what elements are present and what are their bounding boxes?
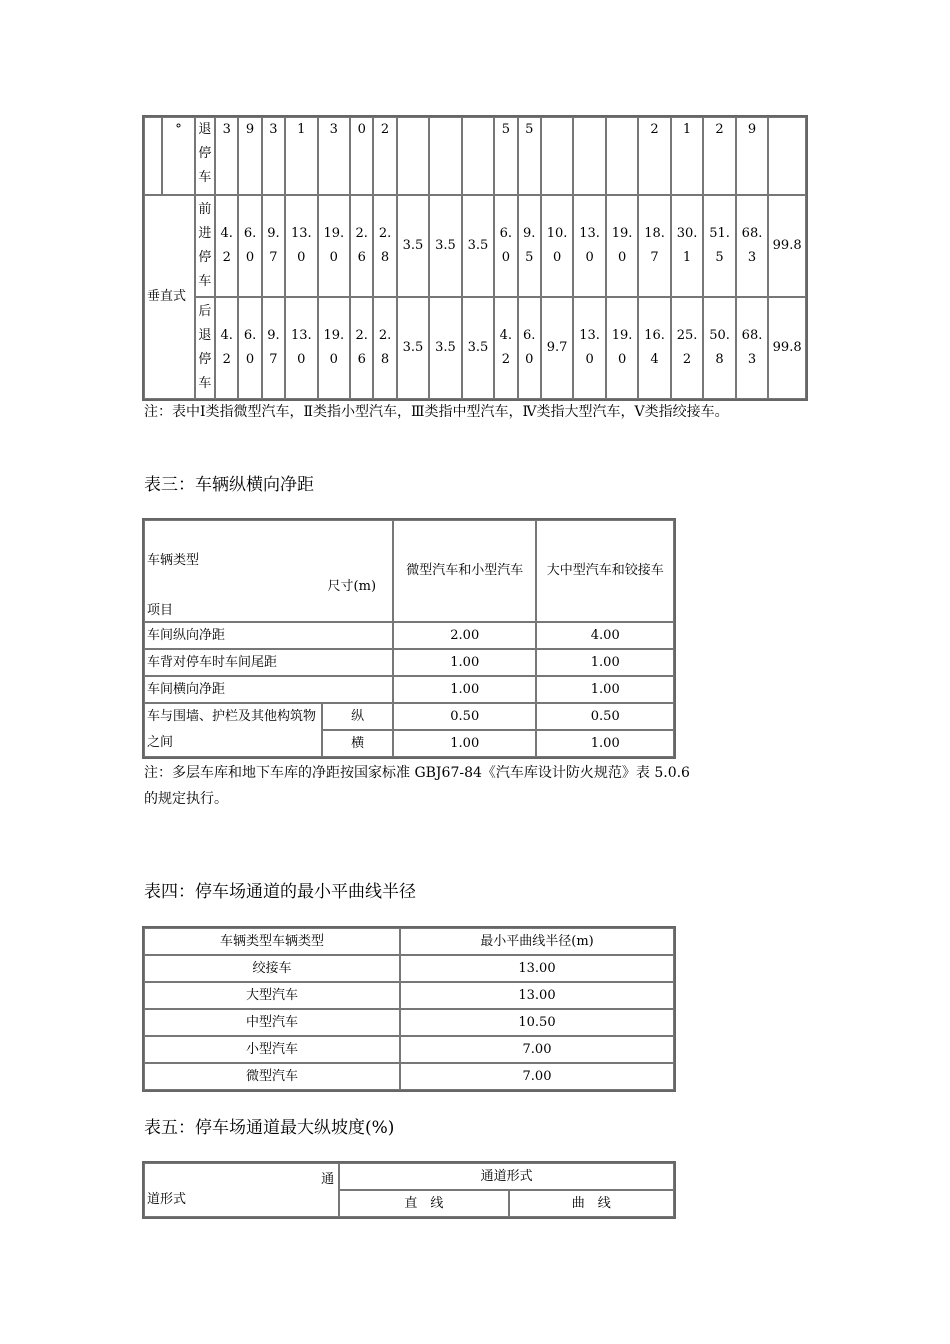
table2-cell: 5 (518, 117, 541, 195)
table4-title: 表四：停车场通道的最小平曲线半径 (144, 882, 416, 902)
table2-cell: 1 (285, 117, 317, 195)
table2-cell: 6. 0 (238, 297, 261, 399)
table2-cell (397, 117, 429, 195)
table4-row (144, 955, 674, 982)
table2-cell: 6. 0 (238, 195, 261, 297)
table2-row-forward (144, 195, 806, 297)
corner-bottom-label: 项目 (147, 603, 174, 618)
table4-row (144, 1009, 674, 1036)
vehicle-type: 绞接车 (144, 955, 400, 982)
split-sub-label: 横 (322, 730, 393, 757)
table2-cell: 3.5 (429, 297, 461, 399)
table2-cell: 3.5 (397, 297, 429, 399)
table2 (142, 115, 808, 401)
corner-top-label: 车辆类型 (147, 553, 200, 568)
row-value: 4.00 (536, 622, 674, 649)
table2-cell: 68. 3 (736, 195, 768, 297)
table2-cell: 13. 0 (285, 297, 317, 399)
table3 (142, 518, 676, 759)
table3-col2-header: 大中型汽车和铰接车 (536, 520, 674, 622)
table2-cell: 2 (373, 117, 396, 195)
table5-title: 表五：停车场通道最大纵坡度(%) (144, 1118, 395, 1138)
table2-cell: 9 (736, 117, 768, 195)
table2-cell: 19. 0 (318, 195, 350, 297)
table2-cell: 30. 1 (671, 195, 703, 297)
table2-cell: 6. 0 (518, 297, 541, 399)
table3-row (144, 622, 674, 649)
table3-note-line1: 注：多层车库和地下车库的净距按国家标准 GBJ67-84《汽车库设计防火规范》表 5.0.6 (144, 765, 690, 781)
table2-cell (541, 117, 573, 195)
row-value: 1.00 (393, 676, 536, 703)
table2-cell: 99.8 (768, 297, 806, 399)
table3-corner-cell (144, 520, 393, 622)
table2-cell: 50. 8 (703, 297, 735, 399)
table5 (142, 1161, 676, 1219)
row-value: 2.00 (393, 622, 536, 649)
table2-cell: 6. 0 (494, 195, 517, 297)
split-label: 车与围墙、护栏及其他构筑物之间 (144, 703, 322, 757)
table2-cell (606, 117, 638, 195)
min-radius: 7.00 (400, 1036, 674, 1063)
table2-cell: 13. 0 (573, 195, 605, 297)
table5-corner-cell (144, 1163, 339, 1217)
row-label: 车间横向净距 (144, 676, 393, 703)
table4-header-row (144, 928, 674, 955)
vehicle-type: 微型汽车 (144, 1063, 400, 1090)
table2-cell: 2 (638, 117, 670, 195)
table2-cell: 9. 7 (262, 195, 285, 297)
row-label: 车背对停车时车间尾距 (144, 649, 393, 676)
table5-sub-straight: 直 线 (339, 1190, 508, 1217)
table3-row (144, 649, 674, 676)
table4-col1-header: 车辆类型车辆类型 (144, 928, 400, 955)
table4-row (144, 982, 674, 1009)
table2-cell: 25. 2 (671, 297, 703, 399)
min-radius: 10.50 (400, 1009, 674, 1036)
subtype-cell: 前 进 停 车 (195, 195, 215, 297)
min-radius: 13.00 (400, 982, 674, 1009)
vertical-label: 垂直式 (144, 195, 195, 399)
table2-cell: 2. 6 (350, 297, 373, 399)
row-value: 1.00 (536, 649, 674, 676)
table2-cell: 16. 4 (638, 297, 670, 399)
row-value: 0.50 (536, 703, 674, 730)
table4-row (144, 1063, 674, 1090)
table2-cell: 99.8 (768, 195, 806, 297)
table2-cell: 0 (350, 117, 373, 195)
row-value: 0.50 (393, 703, 536, 730)
table2-cell: 3.5 (397, 195, 429, 297)
table2-cell: 3.5 (462, 195, 494, 297)
table2-top-row (144, 117, 806, 195)
split-sub-label: 纵 (322, 703, 393, 730)
table5-header-row (144, 1163, 674, 1190)
table2-cell: 13. 0 (285, 195, 317, 297)
table2-cell: 9. 7 (262, 297, 285, 399)
corner-mid-label: 尺寸(m) (327, 579, 377, 594)
table2-cell: 19. 0 (606, 195, 638, 297)
table3-header-row (144, 520, 674, 622)
table2-empty-cell (144, 117, 162, 195)
table2-row-backward (144, 297, 806, 399)
table5-sub-curve: 曲 线 (509, 1190, 674, 1217)
table2-cell: 9.7 (541, 297, 573, 399)
min-radius: 7.00 (400, 1063, 674, 1090)
table2-cell: 18. 7 (638, 195, 670, 297)
table2-note: 注：表中Ⅰ类指微型汽车，Ⅱ类指小型汽车，Ⅲ类指中型汽车，Ⅳ类指大型汽车，Ⅴ类指绞接车。 (144, 404, 729, 420)
table2-cell: 3 (215, 117, 238, 195)
table3-title: 表三：车辆纵横向净距 (144, 475, 314, 495)
table2-cell: 4. 2 (215, 195, 238, 297)
table3-row (144, 703, 674, 730)
table2-cell: 5 (494, 117, 517, 195)
table2-cell: 13. 0 (573, 297, 605, 399)
table2-cell: 2. 6 (350, 195, 373, 297)
table2-cell (429, 117, 461, 195)
table4-row (144, 1036, 674, 1063)
row-value: 1.00 (536, 730, 674, 757)
table2-cell: 4. 2 (494, 297, 517, 399)
table2-cell: 1 (671, 117, 703, 195)
degree-cell: ° (162, 117, 194, 195)
min-radius: 13.00 (400, 955, 674, 982)
table2-cell (462, 117, 494, 195)
table2-cell (573, 117, 605, 195)
table3-col1-header: 微型汽车和小型汽车 (393, 520, 536, 622)
table2-cell: 9. 5 (518, 195, 541, 297)
subtype-cell: 退 停 车 (195, 117, 215, 195)
vehicle-type: 小型汽车 (144, 1036, 400, 1063)
table2-cell: 19. 0 (318, 297, 350, 399)
row-value: 1.00 (393, 730, 536, 757)
table2-cell: 3 (262, 117, 285, 195)
table2-cell: 3 (318, 117, 350, 195)
vehicle-type: 中型汽车 (144, 1009, 400, 1036)
table2-cell: 2. 8 (373, 297, 396, 399)
table2-cell: 2. 8 (373, 195, 396, 297)
vehicle-type: 大型汽车 (144, 982, 400, 1009)
row-value: 1.00 (393, 649, 536, 676)
table3-row (144, 676, 674, 703)
table2-cell: 19. 0 (606, 297, 638, 399)
table2-cell: 68. 3 (736, 297, 768, 399)
table2-cell: 3.5 (462, 297, 494, 399)
table2-cell: 2 (703, 117, 735, 195)
table2-cell: 4. 2 (215, 297, 238, 399)
table4 (142, 926, 676, 1092)
row-value: 1.00 (536, 676, 674, 703)
table2-cell: 10. 0 (541, 195, 573, 297)
table2-cell: 3.5 (429, 195, 461, 297)
table2-cell: 51. 5 (703, 195, 735, 297)
table5-group-header: 通道形式 (339, 1163, 674, 1190)
table5-corner-bottom: 道形式 (147, 1192, 187, 1207)
table3-note-line2: 的规定执行。 (144, 791, 228, 807)
table2-cell: 9 (238, 117, 261, 195)
table2-cell (768, 117, 806, 195)
row-label: 车间纵向净距 (144, 622, 393, 649)
table5-corner-top: 通 (321, 1172, 335, 1187)
subtype-cell: 后 退 停 车 (195, 297, 215, 399)
table4-col2-header: 最小平曲线半径(m) (400, 928, 674, 955)
